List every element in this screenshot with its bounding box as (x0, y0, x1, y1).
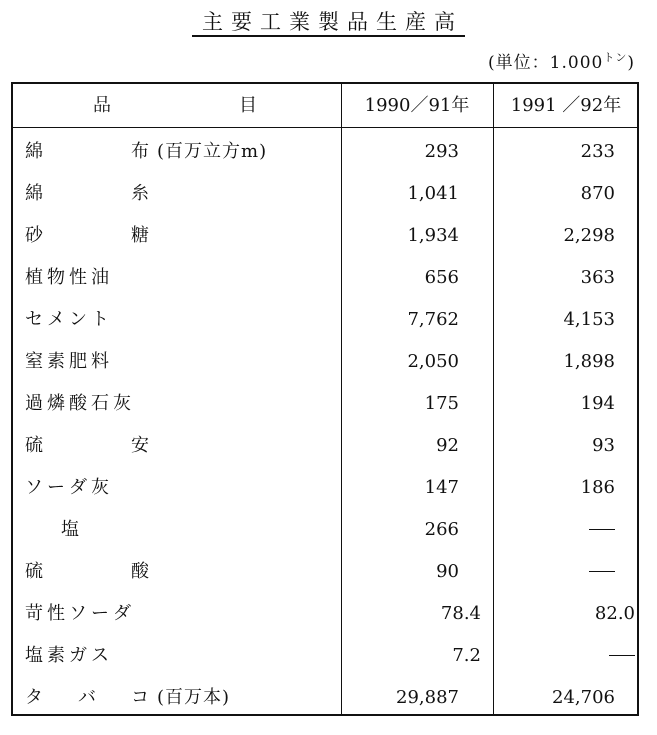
value-1990-91: 7.2 (452, 645, 481, 666)
no-data-dash (589, 571, 615, 572)
value-1991-92: 4,153 (563, 309, 615, 330)
value-1991-92: 24,706 (552, 687, 615, 708)
table-row (13, 593, 637, 635)
value-1991-92 (493, 551, 615, 593)
row-item-name: ソーダ灰 (25, 477, 113, 498)
unit-suffix: ) (627, 53, 635, 73)
row-item-name: 苛性ソーダ (25, 603, 135, 624)
value-1990-91: 293 (424, 141, 459, 162)
table-row (13, 257, 637, 299)
table-row (13, 215, 637, 257)
row-item-note: (百万立方m) (157, 141, 268, 162)
value-1990-91: 1,041 (407, 183, 459, 204)
page-title (0, 6, 657, 36)
value-1990-91: 7,762 (407, 309, 459, 330)
table-row (13, 509, 637, 551)
table-row (13, 131, 637, 173)
row-item-name: 綿 糸 (25, 183, 149, 204)
unit-prefix: (単位：1.000 (488, 53, 604, 73)
header-item-a: 品 (93, 95, 111, 116)
row-item-name: 硫 安 (25, 435, 149, 456)
table-row (13, 383, 637, 425)
value-1991-92: 870 (580, 183, 615, 204)
unit-note (488, 48, 635, 73)
title-text: 主要工業製品生産高 (192, 10, 465, 37)
value-1991-92: 93 (592, 435, 615, 456)
value-1991-92 (493, 635, 635, 677)
value-1991-92: 233 (580, 141, 615, 162)
table-row (13, 173, 637, 215)
row-item-name: セメント (25, 309, 113, 330)
header-item (13, 84, 341, 127)
header-col2: 1991 ／92年 (510, 95, 622, 116)
value-1990-91: 78.4 (440, 603, 481, 624)
value-1991-92: 186 (580, 477, 615, 498)
row-item-name: 綿 布 (25, 141, 149, 162)
value-1991-92: 194 (580, 393, 615, 414)
table-row (13, 341, 637, 383)
row-item-name: 塩素ガス (25, 645, 113, 666)
value-1991-92 (493, 509, 615, 551)
row-item-name: 過燐酸石灰 (25, 393, 135, 414)
table-row (13, 635, 637, 677)
value-1990-91: 29,887 (396, 687, 459, 708)
no-data-dash (609, 655, 635, 656)
row-item-name: 塩 (61, 519, 83, 540)
row-item-note: (百万本) (157, 687, 231, 708)
value-1990-91: 175 (424, 393, 459, 414)
production-table (11, 82, 639, 716)
table-row (13, 425, 637, 467)
value-1990-91: 266 (424, 519, 459, 540)
row-item-name: 砂 糖 (25, 225, 149, 246)
value-1990-91: 1,934 (407, 225, 459, 246)
value-1990-91: 2,050 (407, 351, 459, 372)
table-row (13, 677, 637, 719)
header-col1: 1990／91年 (364, 95, 470, 116)
table-row (13, 467, 637, 509)
unit-superscript: トン (603, 51, 628, 64)
value-1990-91: 147 (424, 477, 459, 498)
table-row (13, 299, 637, 341)
value-1990-91: 92 (436, 435, 459, 456)
row-item-name: 窒素肥料 (25, 351, 113, 372)
value-1991-92: 1,898 (563, 351, 615, 372)
value-1990-91: 90 (436, 561, 459, 582)
value-1991-92: 2,298 (563, 225, 615, 246)
header-item-b: 目 (239, 95, 257, 116)
value-1990-91: 656 (424, 267, 459, 288)
row-item-name: 植物性油 (25, 267, 113, 288)
header-divider (13, 127, 637, 128)
value-1991-92: 82.0 (594, 603, 635, 624)
value-1991-92: 363 (580, 267, 615, 288)
no-data-dash (589, 529, 615, 530)
row-item-name: タ バ コ (25, 687, 149, 708)
table-row (13, 551, 637, 593)
row-item-name: 硫 酸 (25, 561, 149, 582)
